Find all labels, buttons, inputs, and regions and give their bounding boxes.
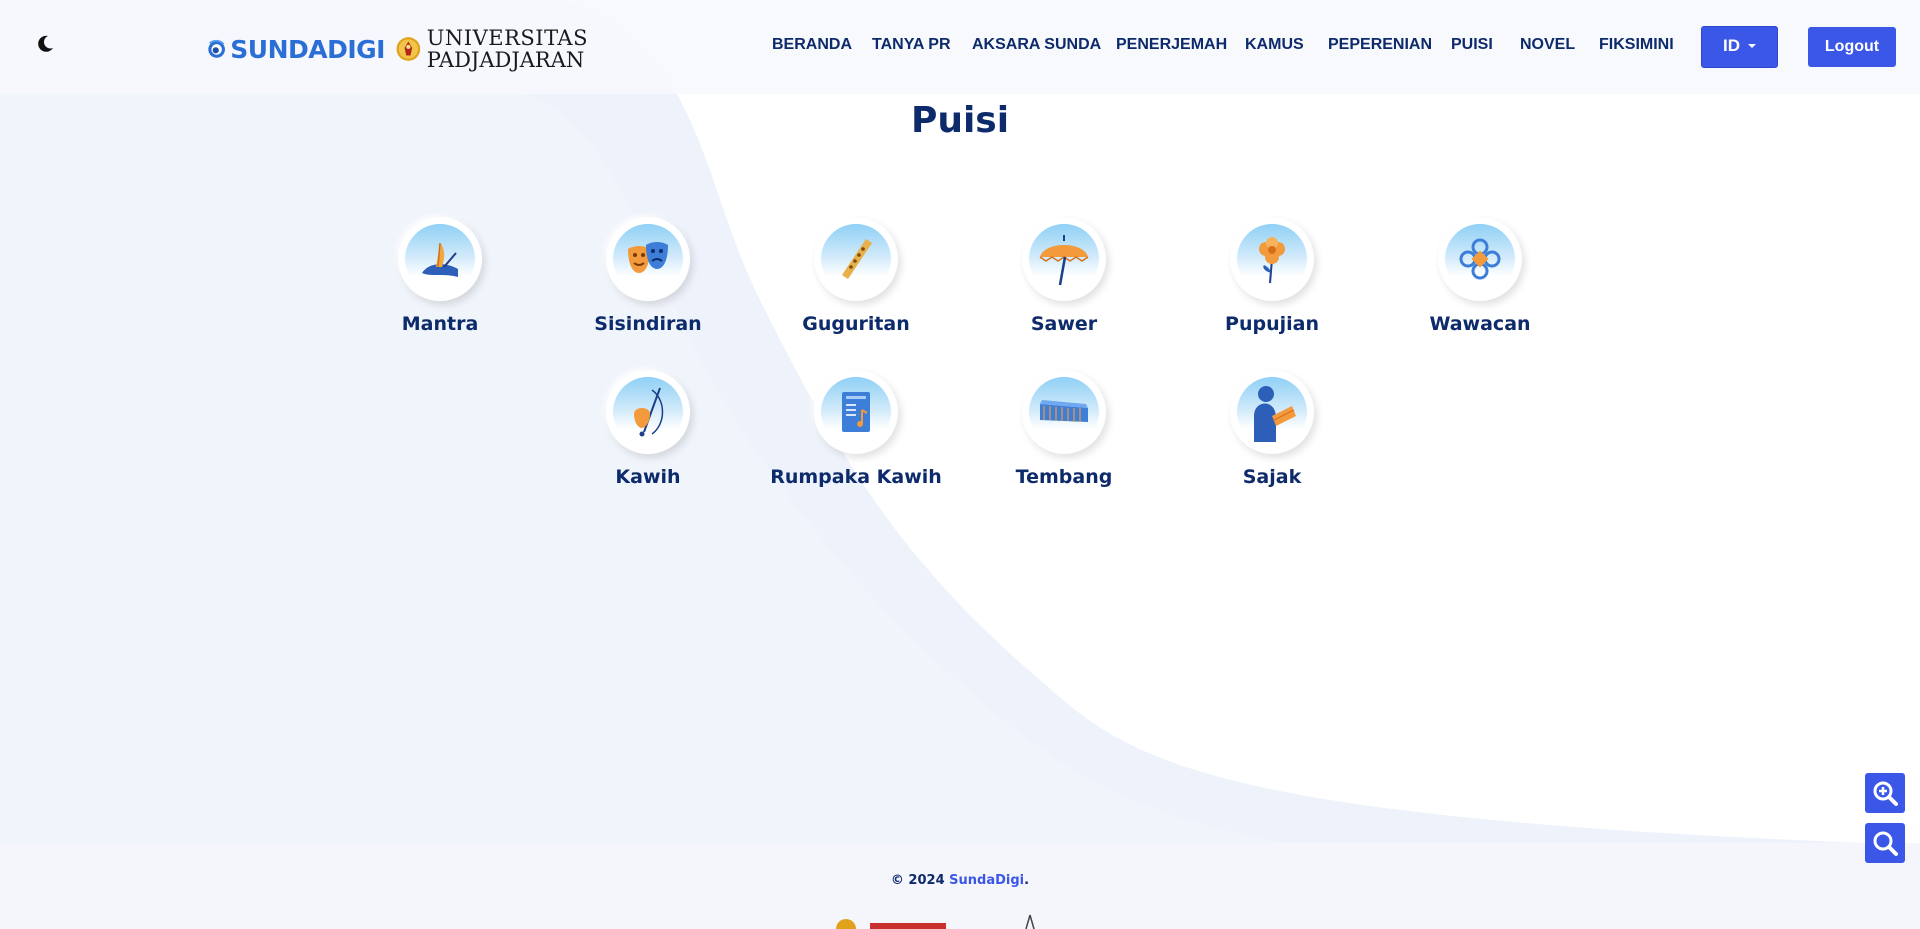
nav-kamus[interactable]: KAMUS — [1245, 36, 1304, 53]
nav-penerjemah[interactable]: PENERJEMAH — [1116, 36, 1228, 53]
category-label: Sawer — [1030, 313, 1098, 335]
rebab-icon — [622, 384, 674, 440]
theater-masks-icon — [622, 233, 674, 285]
nav-puisi[interactable]: PUISI — [1451, 36, 1493, 53]
kacapi-icon — [1034, 386, 1094, 438]
page-title: Puisi — [910, 100, 1010, 141]
caret-down-icon — [1748, 44, 1756, 48]
nav-aksara-sunda[interactable]: AKSARA SUNDA — [972, 36, 1102, 53]
quill-hat-icon — [414, 233, 466, 285]
flute-icon — [830, 233, 882, 285]
footer — [0, 843, 1920, 929]
category-label: Guguritan — [802, 313, 910, 335]
dark-mode-toggle-icon[interactable] — [35, 34, 55, 54]
category-label: Kawih — [615, 466, 681, 488]
category-label: Tembang — [1015, 466, 1113, 488]
category-label: Rumpaka Kawih — [770, 466, 942, 488]
nav-tanya-pr[interactable]: TANYA PR — [872, 36, 951, 53]
song-sheet-icon — [830, 386, 882, 438]
logout-button[interactable]: Logout — [1808, 27, 1896, 67]
category-label: Sisindiran — [594, 313, 702, 335]
nav-fiksimini[interactable]: FIKSIMINI — [1599, 36, 1674, 53]
copyright-text: © 2024 SundaDigi. — [890, 873, 1030, 888]
category-label: Wawacan — [1429, 313, 1531, 335]
category-label: Sajak — [1242, 466, 1302, 488]
category-label: Pupujian — [1225, 313, 1319, 335]
unpad-logo[interactable] — [396, 25, 588, 73]
ornament-icon — [1454, 233, 1506, 285]
unpad-wordmark: UNIVERSITAS PADJADJARAN — [426, 26, 588, 72]
zoom-in-button[interactable] — [1865, 773, 1905, 813]
category-label: Mantra — [401, 313, 479, 335]
sundadigi-footer-link[interactable]: SundaDigi — [949, 873, 1025, 888]
reader-silhouette-icon — [1244, 382, 1300, 442]
sundadigi-wordmark: SUNDADIGI — [230, 34, 385, 64]
top-navbar — [0, 0, 1920, 94]
nav-novel[interactable]: NOVEL — [1520, 36, 1576, 53]
language-dropdown-button[interactable]: ID — [1701, 26, 1778, 68]
unpad-emblem-icon — [396, 25, 421, 73]
sundadigi-swirl-icon — [207, 26, 226, 72]
nav-beranda[interactable]: BERANDA — [772, 36, 852, 53]
zoom-out-button[interactable] — [1865, 823, 1905, 863]
zoom-in-icon — [1871, 779, 1899, 807]
sundadigi-logo[interactable] — [207, 25, 385, 73]
partner-logos — [830, 913, 1050, 929]
nav-peperenian[interactable]: PEPERENIAN — [1328, 36, 1433, 53]
search-icon — [1871, 829, 1899, 857]
umbrella-icon — [1036, 231, 1092, 287]
flower-icon — [1246, 233, 1298, 285]
